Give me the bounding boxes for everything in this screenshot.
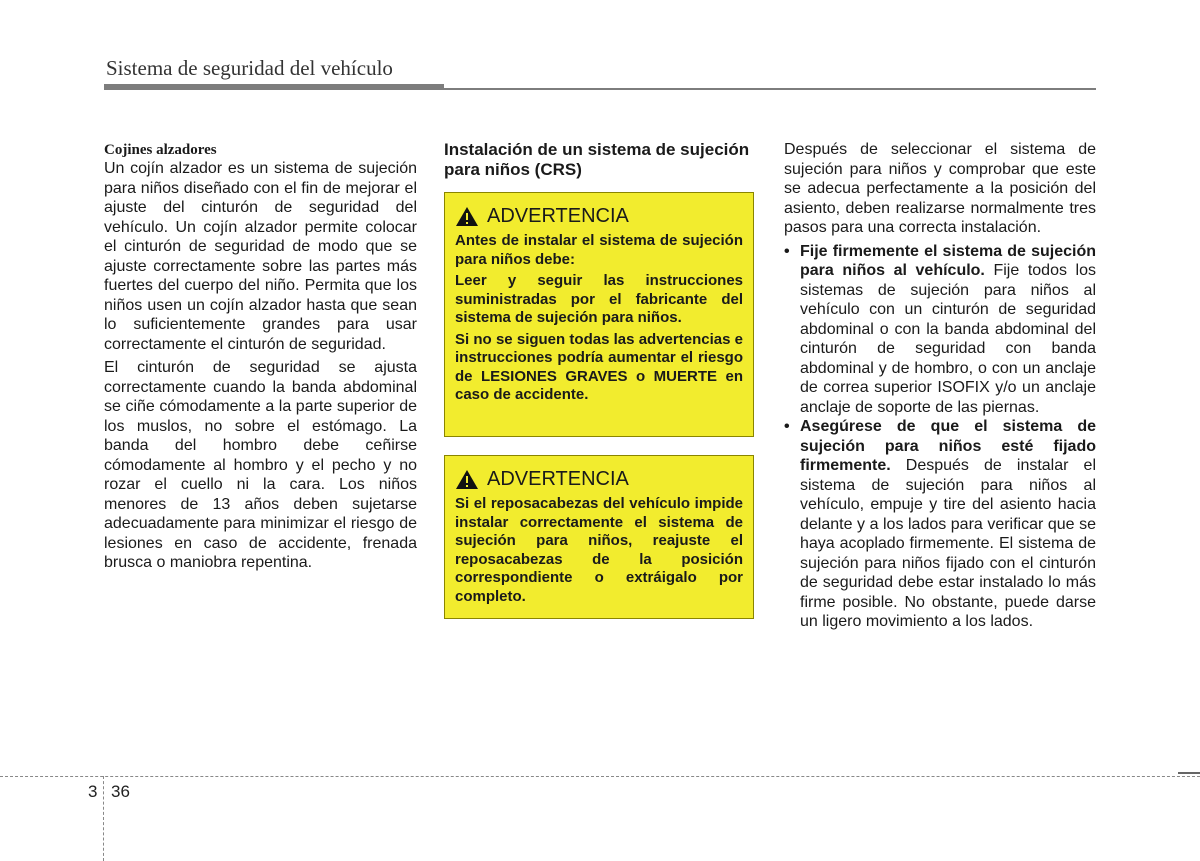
header-rule-thick: [104, 84, 444, 90]
footer-dashed-rule: [0, 776, 1200, 777]
warning-1-title: [455, 205, 743, 228]
bullet-dot: •: [784, 242, 790, 260]
page-number: 36: [111, 782, 130, 801]
warning-2-line-1: Si el reposacabezas del vehículo impide instalar correctamente el sistema de sujeción para niños, reajuste el reposacabezas de la posición correspondiente o extráigalo por completo.: [455, 495, 743, 605]
booster-heading: Cojines alzadores: [104, 142, 217, 158]
footer-right-tick: [1178, 772, 1200, 774]
chapter-number: 3: [88, 782, 98, 801]
footer-dashed-divider: [103, 776, 104, 861]
step-bullet-2: [784, 417, 1096, 632]
warning-1-line-1: Antes de instalar el sistema de sujeción para niños debe:: [455, 232, 743, 268]
step-bullet-1: [784, 242, 1096, 418]
booster-paragraph-2: El cinturón de seguridad se ajusta correctamente cuando la banda abdominal se ciñe cómodamente a la parte superior de los muslos, no sobre el estómago. La banda del hombro debe ceñirse cómodamente al hombro y el pecho y no rozar el cuello ni la cara. Los niños menores de 13 años deben sujetarse adecuadamente para minimizar el riesgo de lesiones en caso de accidente, frenada brusca o maniobra repentina.: [104, 359, 417, 571]
warning-1-line-3: Si no se siguen todas las advertencias e instrucciones podría aumentar el riesgo de LESIONES GRAVES o MUERTE en caso de accidente.: [455, 330, 743, 403]
warning-triangle-icon: [455, 206, 479, 227]
warning-box-1: [444, 192, 754, 437]
bullet-dot: •: [784, 418, 790, 435]
step-1-bold: Fije firmemente el sistema de sujeción para niños al vehículo.: [800, 242, 1096, 279]
warning-1-line-2: Leer y seguir las instrucciones suministradas por el fabricante del sistema de sujeción para niños.: [455, 272, 743, 326]
warning-1-title-text: ADVERTENCIA: [487, 205, 629, 227]
column-installation-steps: [784, 140, 1096, 632]
warning-2-title: [455, 468, 743, 491]
warning-box-2: [444, 455, 754, 619]
column-crs-installation: [444, 140, 756, 180]
warning-triangle-icon: [455, 469, 479, 490]
warning-2-title-text: ADVERTENCIA: [487, 468, 629, 490]
crs-heading: Instalación de un sistema de sujeción para niños (CRS): [444, 140, 750, 179]
header-rule-thin: [444, 88, 1096, 90]
step-2-text: [800, 417, 1096, 632]
step-1-text: [800, 242, 1096, 418]
booster-paragraph-1: Un cojín alzador es un sistema de sujeción para niños diseñado con el fin de mejorar el ajuste del cinturón de seguridad del vehículo. Un cojín alzador permite colocar el cinturón de seguridad de modo que se ajuste correctamente sobre las partes más fuertes del cuerpo del niño. Permita que los niños usen un cojín alzador hasta que sean lo suficientemente grandes para usar correctamente el cinturón de seguridad.: [104, 160, 417, 353]
column-booster-seats: [104, 141, 417, 577]
section-title: Sistema de seguridad del vehículo: [106, 56, 393, 80]
step-2-bold: Asegúrese de que el sistema de sujeción para niños esté fijado firmemente.: [800, 418, 1096, 474]
step-1-body: Fije todos los sistemas de sujeción para niños al vehículo con un cinturón de seguridad abdominal o con la banda abdominal del cinturón de seguridad con banda abdominal y de hombro, o con un anclaje de correa superior ISOFIX y/o un anclaje anclaje de soporte de las piernas.: [800, 262, 1096, 416]
step-2-body: Después de instalar el sistema de sujeción para niños al vehículo, empuje y tire del asiento hacia delante y a los lados para verificar que se haya acoplado firmemente. El sistema de sujeción para niños fijado con el cinturón de seguridad debe estar instalado lo más firme posible. No obstante, puede darse un ligero movimiento a los lados.: [800, 457, 1096, 630]
steps-intro: Después de seleccionar el sistema de sujeción para niños y comprobar que este se adecua perfectamente a la posición del asiento, deben realizarse normalmente tres pasos para una correcta instalación.: [784, 141, 1096, 236]
